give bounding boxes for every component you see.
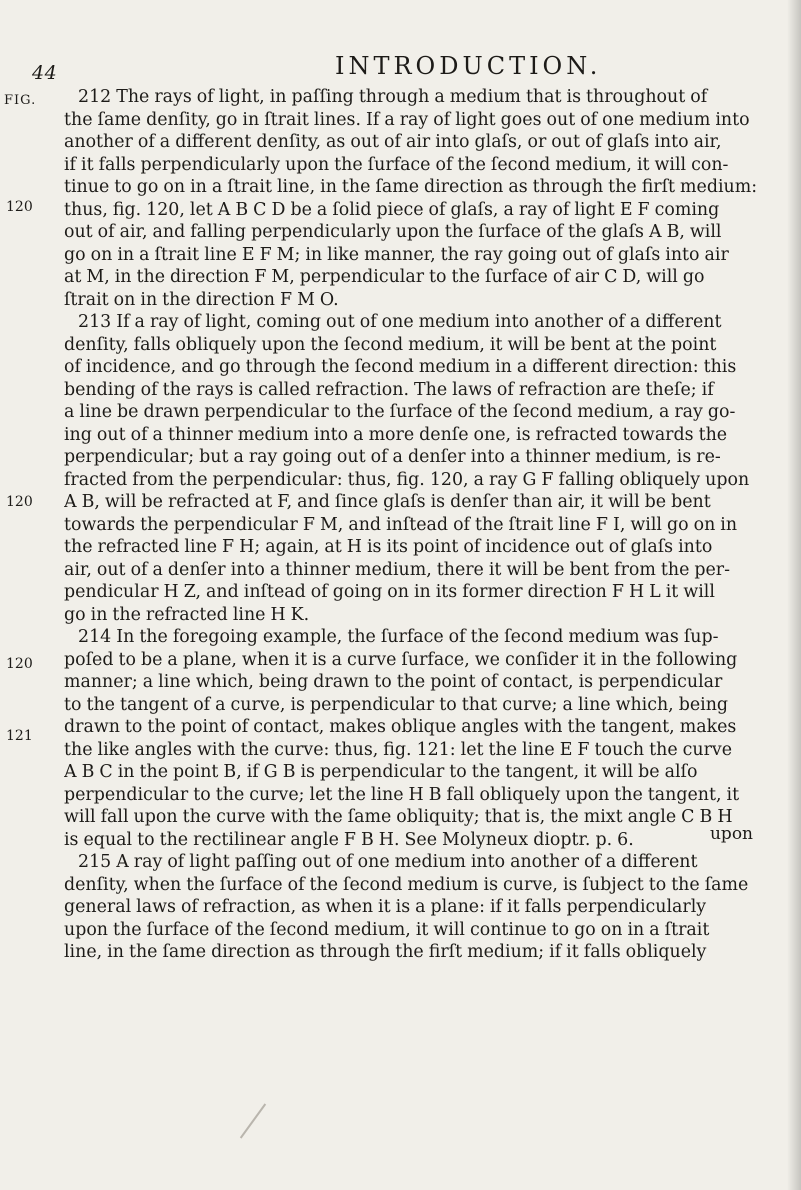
text-line: ing out of a thinner medium into a more denſe one, is refracted towards the xyxy=(64,424,728,445)
margin-fig-number: 120 xyxy=(6,656,33,672)
pencil-mark xyxy=(240,1103,266,1138)
text-line: perpendicular; but a ray going out of a denſer into a thinner medium, is re- xyxy=(64,447,721,467)
margin-fig-number: 121 xyxy=(6,728,33,744)
text-line: general laws of refraction, as when it is a plane: if it falls perpendicularly xyxy=(64,897,707,917)
text-line: go on in a ſtrait line E F M; in like manner, the ray going out of glaſs into air xyxy=(64,244,729,265)
text-line: of incidence, and go through the ſecond medium in a different direction: this xyxy=(64,357,737,377)
text-line: will fall upon the curve with the ſame obliquity; that is, the mixt angle C B H xyxy=(64,807,733,827)
body-text xyxy=(64,86,770,964)
text-line: air, out of a denſer into a thinner medium, there it will be bent from the per- xyxy=(64,559,730,580)
text-line: if it falls perpendicularly upon the ſurface of the ſecond medium, it will con- xyxy=(64,154,729,175)
text-line: 215 A ray of light paſſing out of one medium into another of a different xyxy=(78,852,698,872)
text-line: poſed to be a plane, when it is a curve ſurface, we conſider it in the following xyxy=(64,649,738,670)
text-line: bending of the rays is called refraction. The laws of refraction are theſe; if xyxy=(64,379,714,400)
text-line: the refracted line F H; again, at H is its point of incidence out of glaſs into xyxy=(64,537,713,557)
text-line: 214 In the foregoing example, the ſurface of the ſecond medium was ſup- xyxy=(78,627,719,647)
margin-fig-number: 120 xyxy=(6,199,33,215)
text-line: denſity, falls obliquely upon the ſecond medium, it will be bent at the point xyxy=(64,334,717,355)
text-line: is equal to the rectilinear angle F B H. See Molyneux dioptr. p. 6. xyxy=(64,829,634,850)
text-line: 213 If a ray of light, coming out of one medium into another of a different xyxy=(78,312,722,332)
text-line: A B C in the point B, if G B is perpendicular to the tangent, it will be alſo xyxy=(64,762,698,782)
margin-fig-number: 120 xyxy=(6,494,33,510)
fig-column-label: FIG. xyxy=(4,93,37,108)
text-line: to the tangent of a curve, is perpendicular to that curve; a line which, being xyxy=(64,694,729,715)
text-line: perpendicular to the curve; let the line H B fall obliquely upon the tangent, it xyxy=(64,784,740,805)
text-line: the ſame denſity, go in ſtrait lines. If a ray of light goes out of one medium into xyxy=(64,109,750,130)
page-edge-shadow xyxy=(787,0,801,1190)
text-line: fracted from the perpendicular: thus, fig. 120, a ray G F falling obliquely upon xyxy=(64,469,750,490)
text-line: A B, will be refracted at F, and ſince glaſs is denſer than air, it will be bent xyxy=(64,492,711,512)
text-line: at M, in the direction F M, perpendicular to the ſurface of air C D, will go xyxy=(64,267,705,287)
text-line: manner; a line which, being drawn to the point of contact, is perpendicular xyxy=(64,672,723,692)
text-line: another of a different denſity, as out of air into glaſs, or out of glaſs into air, xyxy=(64,132,722,152)
text-line: a line be drawn perpendicular to the ſurface of the ſecond medium, a ray go- xyxy=(64,402,736,422)
text-line: denſity, when the ſurface of the ſecond medium is curve, is ſubject to the ſame xyxy=(64,874,749,895)
text-line: thus, fig. 120, let A B C D be a ſolid piece of glaſs, a ray of light E F coming xyxy=(64,199,720,220)
text-line: pendicular H Z, and inſtead of going on in its former direction F H L it will xyxy=(64,582,715,602)
text-line: line, in the ſame direction as through the firſt medium; if it falls obliquely xyxy=(64,942,707,962)
text-line: towards the perpendicular F M, and inſtead of the ſtrait line F I, will go on in xyxy=(64,514,738,535)
text-line: the like angles with the curve: thus, fig. 121: let the line E F touch the curve xyxy=(64,739,733,760)
text-line: out of air, and falling perpendicularly upon the ſurface of the glaſs A B, will xyxy=(64,222,722,242)
text-line: upon the ſurface of the ſecond medium, it will continue to go on in a ſtrait xyxy=(64,919,710,940)
text-line: drawn to the point of contact, makes oblique angles with the tangent, makes xyxy=(64,717,737,737)
text-line: tinue to go on in a ſtrait line, in the ſame direction as through the firſt medium: xyxy=(64,177,758,197)
catchword: upon xyxy=(709,824,753,844)
text-line: 212 The rays of light, in paſſing through a medium that is throughout of xyxy=(78,87,708,107)
text-line: go in the refracted line H K. xyxy=(64,604,310,625)
running-head: INTRODUCTION. xyxy=(335,52,602,80)
text-line: ſtrait on in the direction F M O. xyxy=(64,289,339,310)
page-number: 44 xyxy=(32,62,58,84)
